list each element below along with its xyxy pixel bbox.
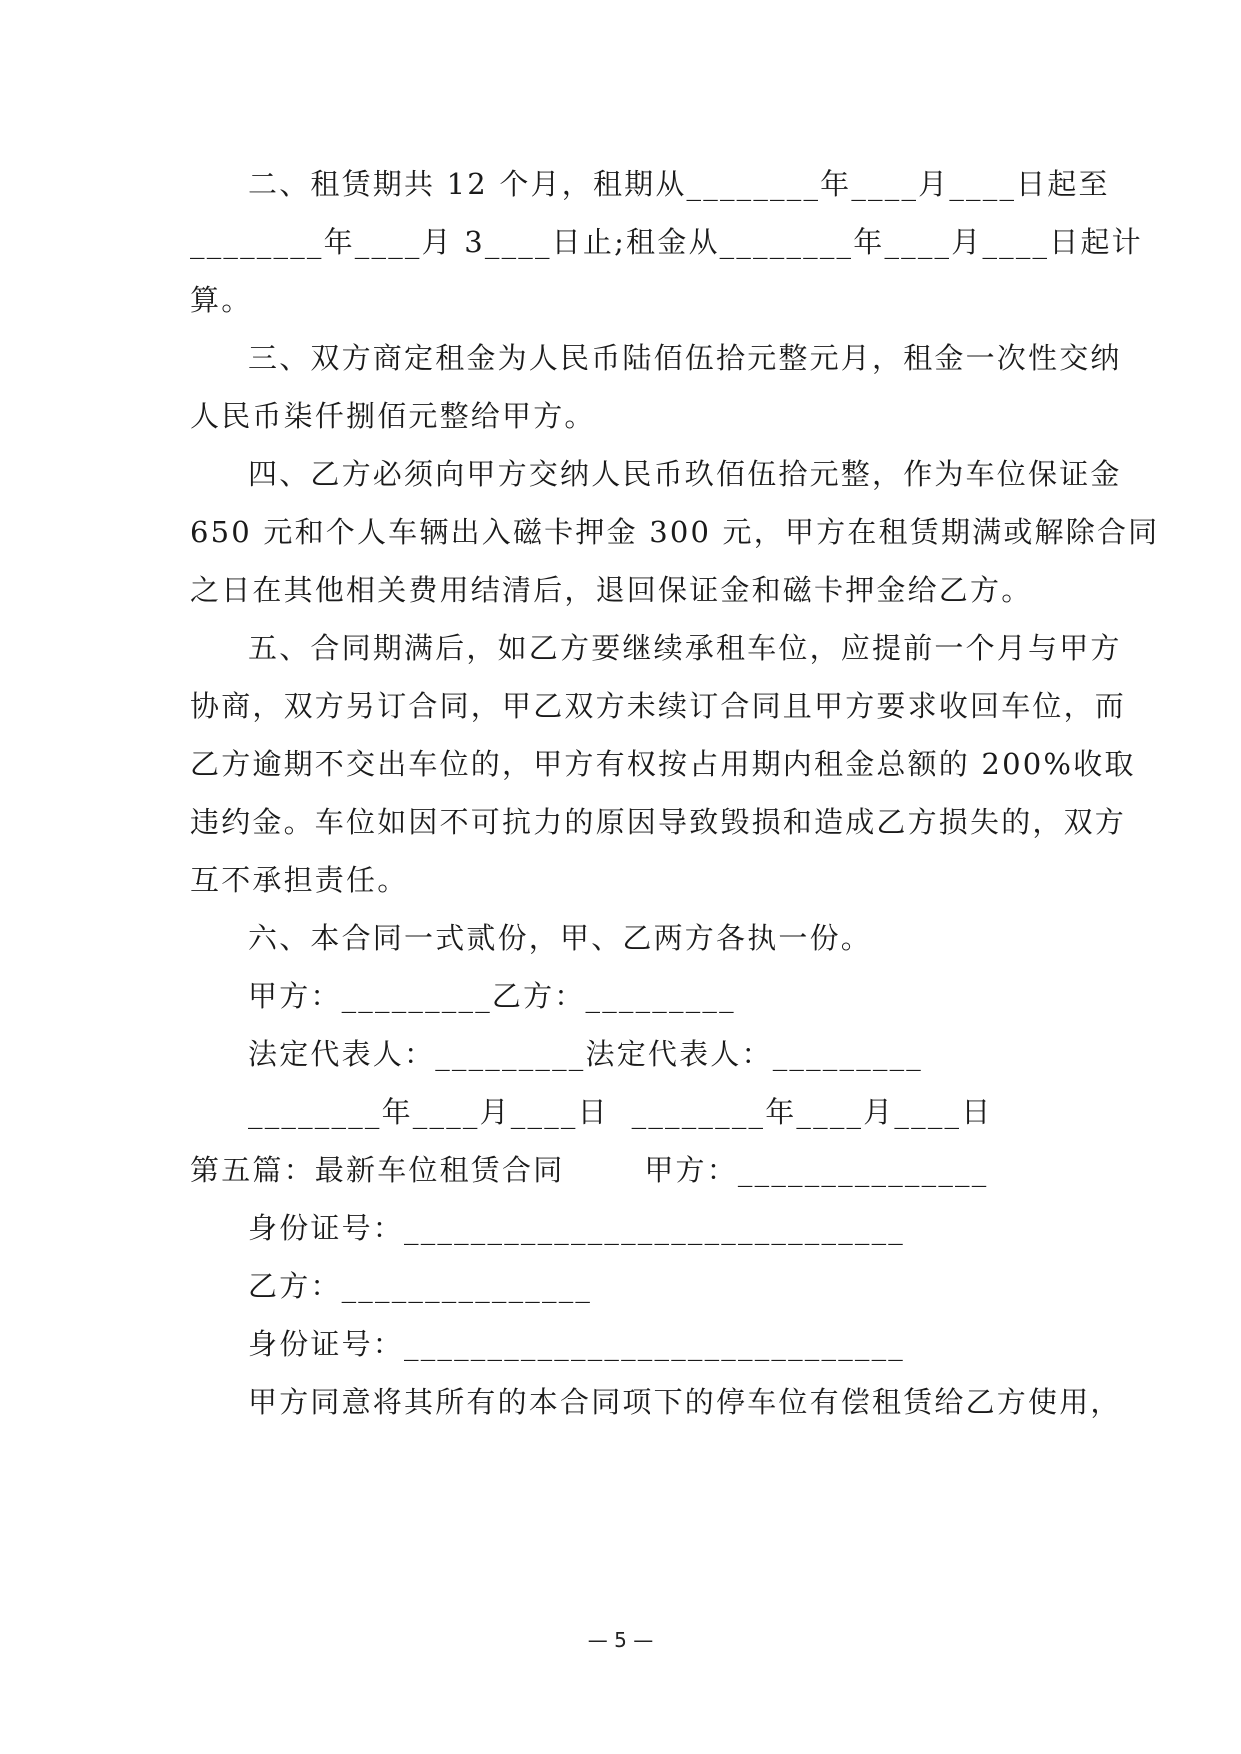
text-line: ________年____月 3____日止;租金从________年____月____日起计: [190, 225, 1143, 259]
text-line: 人民币柒仟捌佰元整给甲方。: [190, 399, 596, 433]
signature-line-representatives: 法定代表人：_________法定代表人：_________: [248, 1037, 924, 1071]
text-line: 之日在其他相关费用结清后，退回保证金和磁卡押金给乙方。: [190, 573, 1033, 607]
text-line: 二、租赁期共 12 个月，租期从________年____月____日起至: [248, 167, 1110, 201]
text-line: 三、双方商定租金为人民币陆佰伍拾元整元月，租金一次性交纳: [248, 341, 1122, 375]
signature-line-dates: ________年____月____日 ________年____月____日: [248, 1095, 993, 1129]
page-number: — 5 —: [587, 1628, 654, 1652]
signature-line-parties: 甲方：_________乙方：_________: [248, 979, 736, 1013]
text-line: 650 元和个人车辆出入磁卡押金 300 元，甲方在租赁期满或解除合同: [190, 515, 1160, 549]
section-heading: 第五篇：最新车位租赁合同 甲方：_______________: [190, 1153, 989, 1187]
text-line: 五、合同期满后，如乙方要继续承租车位，应提前一个月与甲方: [248, 631, 1122, 665]
id-number-line: 身份证号：______________________________: [248, 1327, 906, 1361]
id-number-line: 身份证号：______________________________: [248, 1211, 906, 1245]
text-line: 六、本合同一式贰份，甲、乙两方各执一份。: [248, 921, 873, 955]
text-line: 协商，双方另订合同，甲乙双方未续订合同且甲方要求收回车位，而: [190, 689, 1127, 723]
text-line: 甲方同意将其所有的本合同项下的停车位有偿租赁给乙方使用，: [248, 1385, 1122, 1419]
text-line: 算。: [190, 283, 253, 317]
text-line: 违约金。车位如因不可抗力的原因导致毁损和造成乙方损失的，双方: [190, 805, 1127, 839]
text-line: 四、乙方必须向甲方交纳人民币玖佰伍拾元整，作为车位保证金: [248, 457, 1122, 491]
party-b-line: 乙方：_______________: [248, 1269, 593, 1303]
text-line: 互不承担责任。: [190, 863, 409, 897]
text-line: 乙方逾期不交出车位的，甲方有权按占用期内租金总额的 200%收取: [190, 747, 1136, 781]
